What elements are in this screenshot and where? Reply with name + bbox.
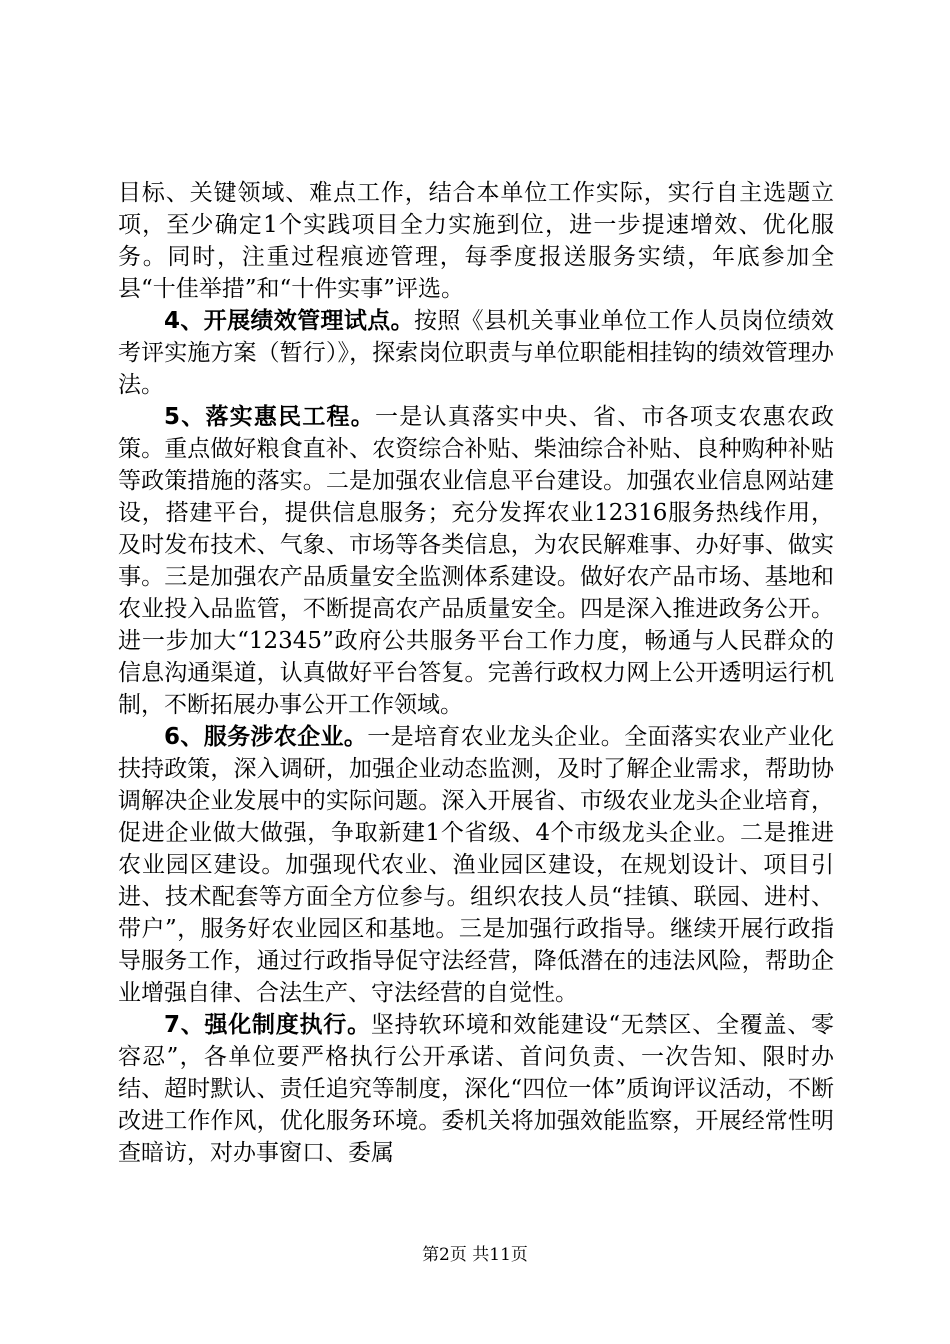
paragraph-heading: 7、强化制度执行。 [164,1012,371,1038]
paragraph-heading: 5、落实惠民工程。 [164,404,375,430]
paragraph-item-4 [118,305,834,401]
paragraph-continuation [118,177,834,305]
paragraph-heading: 4、开展绩效管理试点。 [164,308,414,334]
paragraph-text: 目标、关键领域、难点工作，结合本单位工作实际，实行自主选题立项，至少确定1个实践项目全力实施到位，进一步提速增效、优化服务。同时，注重过程痕迹管理，每季度报送服务实绩，年底参加全县“十佳举措”和“十件实事”评选。 [118,180,834,302]
paragraph-text: 一是培育农业龙头企业。全面落实农业产业化扶持政策，深入调研，加强企业动态监测，及时了解企业需求，帮助协调解决企业发展中的实际问题。深入开展省、市级农业龙头企业培育，促进企业做大做强，争取新建1个省级、4个市级龙头企业。二是推进农业园区建设。加强现代农业、渔业园区建设，在规划设计、项目引进、技术配套等方面全方位参与。组织农技人员“挂镇、联园、进村、带户”，服务好农业园区和基地。三是加强行政指导。继续开展行政指导服务工作，通过行政指导促守法经营，降低潜在的违法风险，帮助企业增强自律、合法生产、守法经营的自觉性。 [118,724,834,1006]
page-number-footer: 第2页 共11页 [422,1245,528,1265]
paragraph-item-6 [118,721,834,1009]
paragraph-text: 一是认真落实中央、省、市各项支农惠农政策。重点做好粮食直补、农资综合补贴、柴油综合补贴、良种购种补贴等政策措施的落实。二是加强农业信息平台建设。加强农业信息网站建设，搭建平台，提供信息服务；充分发挥农业12316服务热线作用，及时发布技术、气象、市场等各类信息，为农民解难事、办好事、做实事。三是加强农产品质量安全监测体系建设。做好农产品市场、基地和农业投入品监管，不断提高农产品质量安全。四是深入推进政务公开。进一步加大“12345”政府公共服务平台工作力度，畅通与人民群众的信息沟通渠道，认真做好平台答复。完善行政权力网上公开透明运行机制，不断拓展办事公开工作领域。 [118,404,834,718]
paragraph-text: 按照《县机关事业单位工作人员岗位绩效考评实施方案（暂行）》，探索岗位职责与单位职能相挂钩的绩效管理办法。 [118,308,834,398]
paragraph-heading: 6、服务涉农企业。 [164,724,368,750]
document-body [118,177,834,1169]
paragraph-item-5 [118,401,834,721]
paragraph-item-7 [118,1009,834,1169]
paragraph-text: 坚持软环境和效能建设“无禁区、全覆盖、零容忍”，各单位要严格执行公开承诺、首问负责、一次告知、限时办结、超时默认、责任追究等制度，深化“四位一体”质询评议活动，不断改进工作作风，优化服务环境。委机关将加强效能监察，开展经常性明查暗访，对办事窗口、委属 [118,1012,834,1166]
